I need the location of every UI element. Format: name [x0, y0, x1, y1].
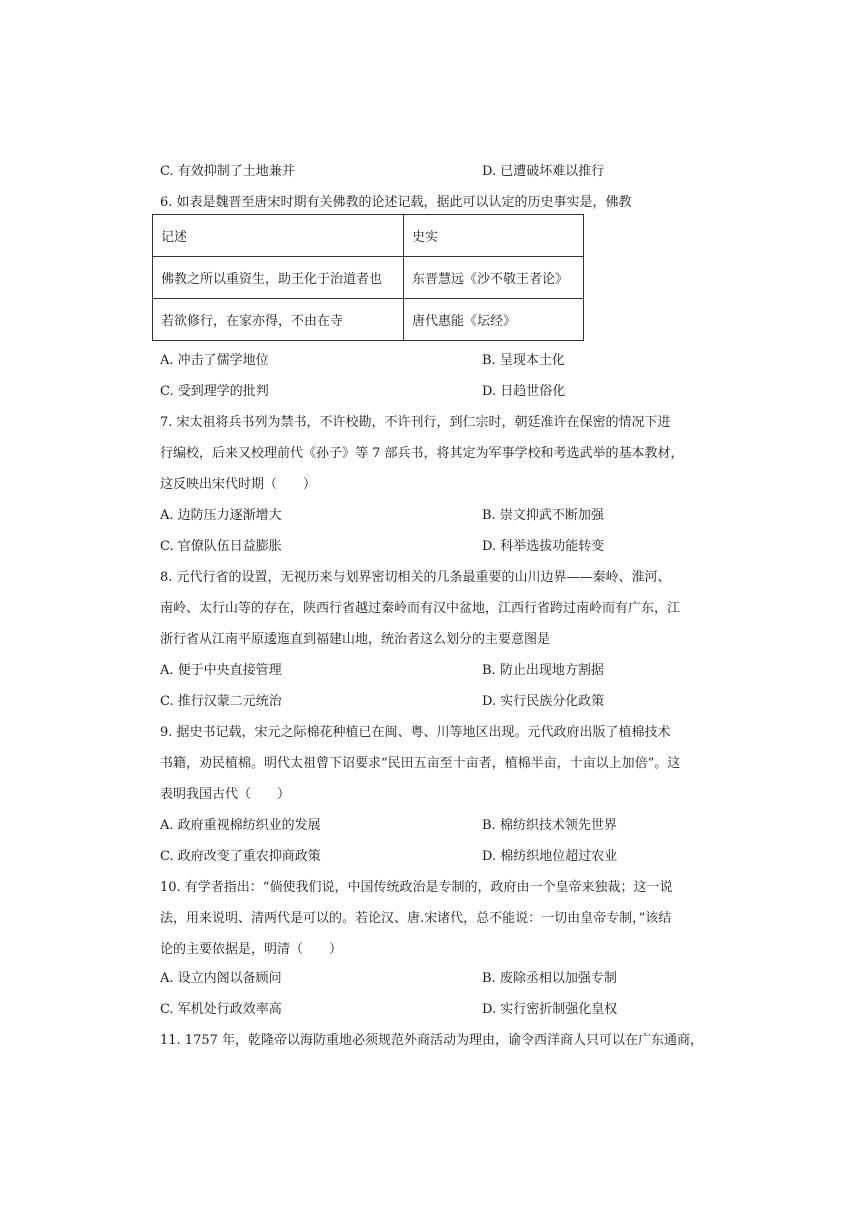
table-cell: 佛教之所以重资生，助王化于治道者也 — [153, 257, 404, 299]
q7-stem-line: 7. 宋太祖将兵书列为禁书，不许校勘，不许刊行，到仁宗时，朝廷准许在保密的情况下进 — [160, 415, 671, 430]
q8-option-c: C. 推行汉蒙二元统治 — [160, 694, 282, 709]
q6-option-c: C. 受到理学的批判 — [160, 384, 269, 399]
q6-stem: 6. 如表是魏晋至唐宋时期有关佛教的论述记载，据此可以认定的历史事实是，佛教 — [160, 195, 632, 210]
q9-option-a: A. 政府重视棉纺织业的发展 — [160, 818, 321, 833]
q10-stem-line: 论的主要依据是，明清（ ） — [160, 942, 343, 957]
q7-stem-line: 这反映出宋代时期（ ） — [160, 477, 317, 492]
q10-option-c: C. 军机处行政效率高 — [160, 1002, 282, 1017]
q9-option-d: D. 棉纺织地位超过农业 — [482, 849, 618, 864]
q7-option-a: A. 边防压力逐渐增大 — [160, 508, 282, 523]
table-header-cell: 史实 — [404, 215, 584, 257]
q10-stem-line: 法，用来说明、清两代是可以的。若论汉、唐.宋诸代，总不能说：一切由皇帝专制，”该结 — [160, 911, 672, 926]
q11-stem-line: 11. 1757 年，乾隆帝以海防重地必须规范外商活动为理由，谕令西洋商人只可以在广东通商， — [160, 1033, 704, 1048]
q8-stem-line: 8. 元代行省的设置，无视历来与划界密切相关的几条最重要的山川边界——秦岭、淮河、 — [160, 570, 671, 585]
q7-stem-line: 行编校，后来又校理前代《孙子》等 7 部兵书，将其定为军事学校和考选武举的基本教材， — [160, 446, 684, 461]
q9-stem-line: 表明我国古代（ ） — [160, 787, 291, 802]
q7-option-b: B. 崇文抑武不断加强 — [482, 508, 604, 523]
q8-stem-line: 浙行省从江南平原逶迤直到福建山地，统治者这么划分的主要意图是 — [160, 632, 551, 647]
q9-stem-line: 9. 据史书记载，宋元之际棉花种植已在闽、粤、川等地区出现。元代政府出版了植棉技术 — [160, 725, 671, 740]
table-header-cell: 记述 — [153, 215, 404, 257]
q8-option-b: B. 防止出现地方割据 — [482, 663, 604, 678]
q10-option-d: D. 实行密折制强化皇权 — [482, 1002, 618, 1017]
q10-option-a: A. 设立内阁以备顾问 — [160, 971, 282, 986]
q6-option-b: B. 呈现本土化 — [482, 353, 565, 368]
q5-option-d: D. 已遭破坏难以推行 — [482, 164, 605, 179]
q8-option-d: D. 实行民族分化政策 — [482, 694, 605, 709]
q6-option-a: A. 冲击了儒学地位 — [160, 353, 269, 368]
q9-stem-line: 书籍，劝民植棉。明代太祖曾下诏要求“民田五亩至十亩者，植棉半亩，十亩以上加倍”。这 — [160, 756, 681, 771]
table-cell: 东晋慧远《沙不敬王者论》 — [404, 257, 584, 299]
table-row — [153, 257, 584, 299]
q9-option-c: C. 政府改变了重农抑商政策 — [160, 849, 321, 864]
table-header-row — [153, 215, 584, 257]
table-row — [153, 299, 584, 341]
table-cell: 唐代惠能《坛经》 — [404, 299, 584, 341]
q8-option-a: A. 便于中央直接管理 — [160, 663, 282, 678]
q10-stem-line: 10. 有学者指出：“倘使我们说，中国传统政治是专制的，政府由一个皇帝来独裁；这一说 — [160, 880, 673, 895]
q7-option-d: D. 科举选拔功能转变 — [482, 539, 605, 554]
q6-option-d: D. 日趋世俗化 — [482, 384, 566, 399]
q8-stem-line: 南岭、太行山等的存在，陕西行省越过秦岭而有汉中盆地，江西行省跨过南岭而有广东，江 — [160, 601, 681, 616]
q5-option-c: C. 有效抑制了土地兼并 — [160, 164, 295, 179]
q9-option-b: B. 棉纺织技术领先世界 — [482, 818, 617, 833]
q6-table — [152, 214, 584, 341]
q10-option-b: B. 废除丞相以加强专制 — [482, 971, 617, 986]
q7-option-c: C. 官僚队伍日益膨胀 — [160, 539, 282, 554]
table-cell: 若欲修行，在家亦得，不由在寺 — [153, 299, 404, 341]
